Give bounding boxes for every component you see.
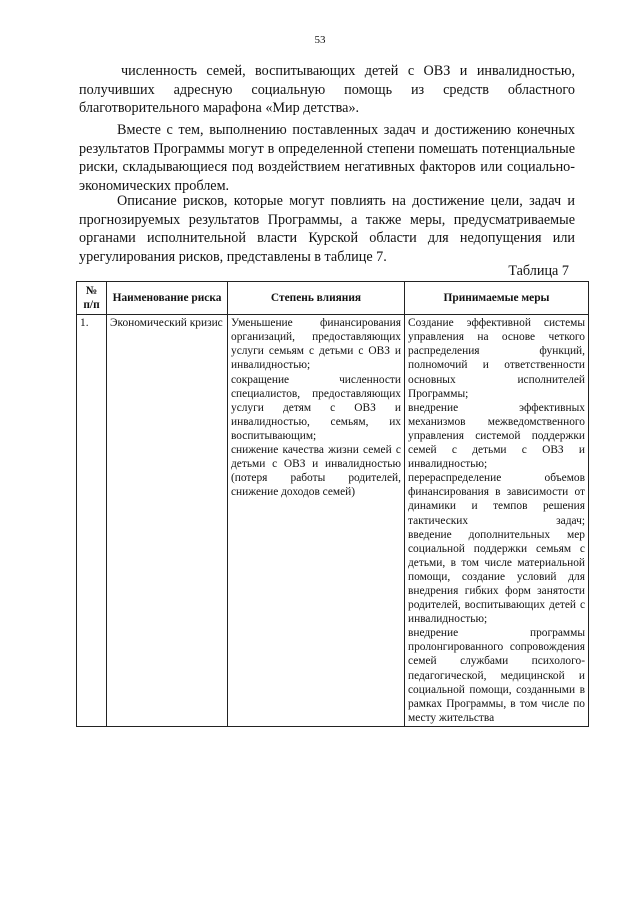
- measure-item: перераспределение объемов финансирования в зависимости от динамики и темпов решения тактических задач;: [408, 472, 585, 527]
- header-risk-name: Наименование риска: [107, 282, 228, 315]
- impact-item: снижение качества жизни семей с детьми с ОВЗ и инвалидностью (потеря работы родителей, снижение доходов семей): [231, 444, 401, 499]
- cell-impact: [228, 315, 405, 727]
- table-row: [77, 315, 589, 727]
- measure-item: Создание эффективной системы управления на основе четкого распределения функций, полномочий и ответственности основных исполнителей Программы;: [408, 317, 585, 400]
- paragraph-3: Описание рисков, которые могут повлиять на достижение цели, задач и прогнозируемых результатов Программы, а также меры, предусматриваемые органами исполнительной власти Курской области для недопущения или урегулирования рисков, представлены в таблице 7.: [79, 193, 575, 265]
- header-measures: Принимаемые меры: [405, 282, 589, 315]
- risk-name-text: Экономический кризис: [110, 317, 223, 330]
- measure-item: введение дополнительных мер социальной поддержки семьям с детьми, в том числе материальной помощи, создание условий для внедрения гибких форм занятости родителей, воспитывающих детей с инвалидностью;: [408, 528, 585, 626]
- cell-risk-name: [107, 315, 228, 727]
- impact-item: Уменьшение финансирования организаций, предоставляющих услуги семьям с детьми с ОВЗ и инвалидностью;: [231, 317, 401, 372]
- paragraph-2: Вместе с тем, выполнению поставленных задач и достижению конечных результатов Программы могут в определенной степени помешать потенциальные риски, складывающиеся под воздействием негативных факторов или социально-экономических проблем.: [79, 122, 575, 194]
- table-caption: Таблица 7: [508, 263, 569, 279]
- paragraph-1: численность семей, воспитывающих детей с ОВЗ и инвалидностью, получивших адресную социальную помощь из средств областного благотворительного марафона «Мир детства».: [79, 63, 575, 117]
- impact-item: сокращение численности специалистов, предоставляющих услуги детям с ОВЗ и инвалидностью, семьям, их воспитывающим;: [231, 373, 401, 442]
- measure-item: внедрение программы пролонгированного сопровождения семей службами психолого-педагогической, медицинской и социальной помощи, созданными в рамках Программы, в том числе по месту жительства: [408, 627, 585, 724]
- measure-item: внедрение эффективных механизмов межведомственного управления системой поддержки семей с детьми с ОВЗ и инвалидностью;: [408, 401, 585, 471]
- cell-measures: [405, 315, 589, 727]
- risks-table: [76, 281, 589, 727]
- page-number: 53: [314, 34, 326, 46]
- table-header-row: [77, 282, 589, 315]
- cell-num: 1.: [77, 315, 107, 727]
- header-num: № п/п: [77, 282, 107, 315]
- header-impact: Степень влияния: [228, 282, 405, 315]
